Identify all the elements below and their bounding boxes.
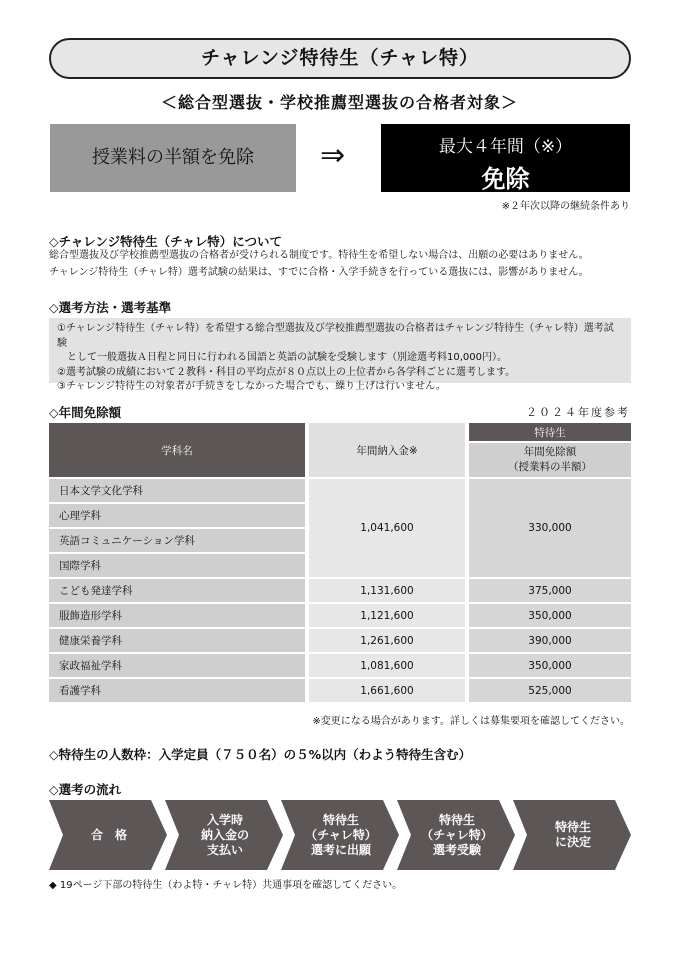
exempt-value: 525,000 — [469, 679, 631, 702]
flow-note: ◆ 19ページ下部の特待生（わよ特・チャレ特）共通事項を確認してください。 — [49, 880, 403, 891]
fee-value: 1,661,600 — [309, 679, 465, 702]
exemption-duration: 最大４年間（※） — [438, 137, 573, 157]
flow-step-decided: 特待生 に決定 — [554, 820, 591, 849]
fee-value: 1,081,600 — [309, 654, 465, 677]
table-row — [49, 629, 631, 652]
col-header-dept: 学科名 — [49, 423, 305, 477]
table-row — [49, 579, 631, 602]
dept-name: 日本文学文化学科 — [49, 479, 305, 502]
exempt-value: 350,000 — [469, 654, 631, 677]
fee-value: 1,121,600 — [309, 604, 465, 627]
fee-value: 1,261,600 — [309, 629, 465, 652]
table-row — [49, 679, 631, 702]
fee-value: 1,131,600 — [309, 579, 465, 602]
dept-name: 看護学科 — [49, 679, 305, 702]
selection-flow — [49, 800, 631, 870]
about-text-2: チャレンジ特待生（チャレ特）選考試験の結果は、すでに合格・入学手続きを行っている選抜には、影響がありません。 — [49, 267, 589, 278]
flow-step-exam: 特待生 （チャレ特） 選考受験 — [421, 812, 493, 857]
continuation-note: ※２年次以降の継続条件あり — [501, 201, 630, 212]
method-item: ①チャレンジ特待生（チャレ特）を希望する総合型選抜及び学校推薦型選抜の合格者はチャレンジ特待生（チャレ特）選考試験 — [57, 323, 614, 349]
dept-name: 英語コミュニケーション学科 — [49, 529, 305, 552]
col-header-exempt — [469, 443, 631, 477]
page-subtitle: ＜総合型選抜・学校推薦型選抜の合格者対象＞ — [160, 93, 518, 112]
table-row — [49, 479, 631, 502]
dept-name: 家政福祉学科 — [49, 654, 305, 677]
col-header-special: 特待生 — [469, 423, 631, 441]
arrow-right-icon: ⇒ — [320, 138, 346, 173]
table-row — [49, 604, 631, 627]
exempt-value: 350,000 — [469, 604, 631, 627]
method-heading: ◇選考方法・選考基準 — [49, 300, 172, 315]
full-exemption-box — [381, 124, 630, 192]
exempt-value: 375,000 — [469, 579, 631, 602]
method-panel — [49, 318, 631, 392]
group-exempt: 330,000 — [469, 479, 631, 577]
flow-step-apply: 特待生 （チャレ特） 選考に出願 — [305, 812, 377, 857]
flow-step-pass: 合 格 — [90, 827, 127, 842]
quota-heading: ◇特待生の人数枠：入学定員（７５０名）の５%以内（わよう特待生含む） — [49, 747, 472, 762]
col-header-exempt-line1: 年間免除額 — [523, 446, 577, 458]
dept-name: 健康栄養学科 — [49, 629, 305, 652]
page-title: チャレンジ特待生（チャレ特） — [49, 38, 631, 79]
fee-heading: ◇年間免除額 — [49, 405, 122, 420]
table-row — [49, 654, 631, 677]
col-header-exempt-line2: （授業料の半額） — [508, 461, 592, 473]
about-heading: ◇チャレンジ特待生（チャレ特）について — [49, 234, 282, 249]
exemption-label: 免除 — [481, 165, 530, 193]
flow-step-payment: 入学時 納入金の 支払い — [200, 812, 249, 857]
dept-name: 国際学科 — [49, 554, 305, 577]
flow-heading: ◇選考の流れ — [49, 782, 122, 797]
half-tuition-box: 授業料の半額を免除 — [50, 124, 296, 192]
method-item: ③チャレンジ特待生の対象者が手続きをしなかった場合でも、繰り上げは行いません。 — [57, 381, 446, 392]
year-reference: ２０２４年度参考 — [526, 406, 630, 419]
dept-name: 心理学科 — [49, 504, 305, 527]
group-fee: 1,041,600 — [309, 479, 465, 577]
col-header-fee: 年間納入金※ — [309, 423, 465, 477]
method-item: として一般選抜Ａ日程と同日に行われる国語と英語の試験を受験します（別途選考料10,000円）。 — [57, 352, 507, 363]
fee-note: ※変更になる場合があります。詳しくは募集要項を確認してください。 — [312, 716, 630, 727]
about-text-1: 総合型選抜及び学校推薦型選抜の合格者が受けられる制度です。特待生を希望しない場合は、出願の必要はありません。 — [49, 250, 589, 261]
dept-name: 服飾造形学科 — [49, 604, 305, 627]
exempt-value: 390,000 — [469, 629, 631, 652]
fee-table — [49, 421, 631, 704]
dept-name: こども発達学科 — [49, 579, 305, 602]
method-item: ②選考試験の成績において２教科・科目の平均点が８０点以上の上位者から各学科ごとに選考します。 — [57, 366, 516, 378]
